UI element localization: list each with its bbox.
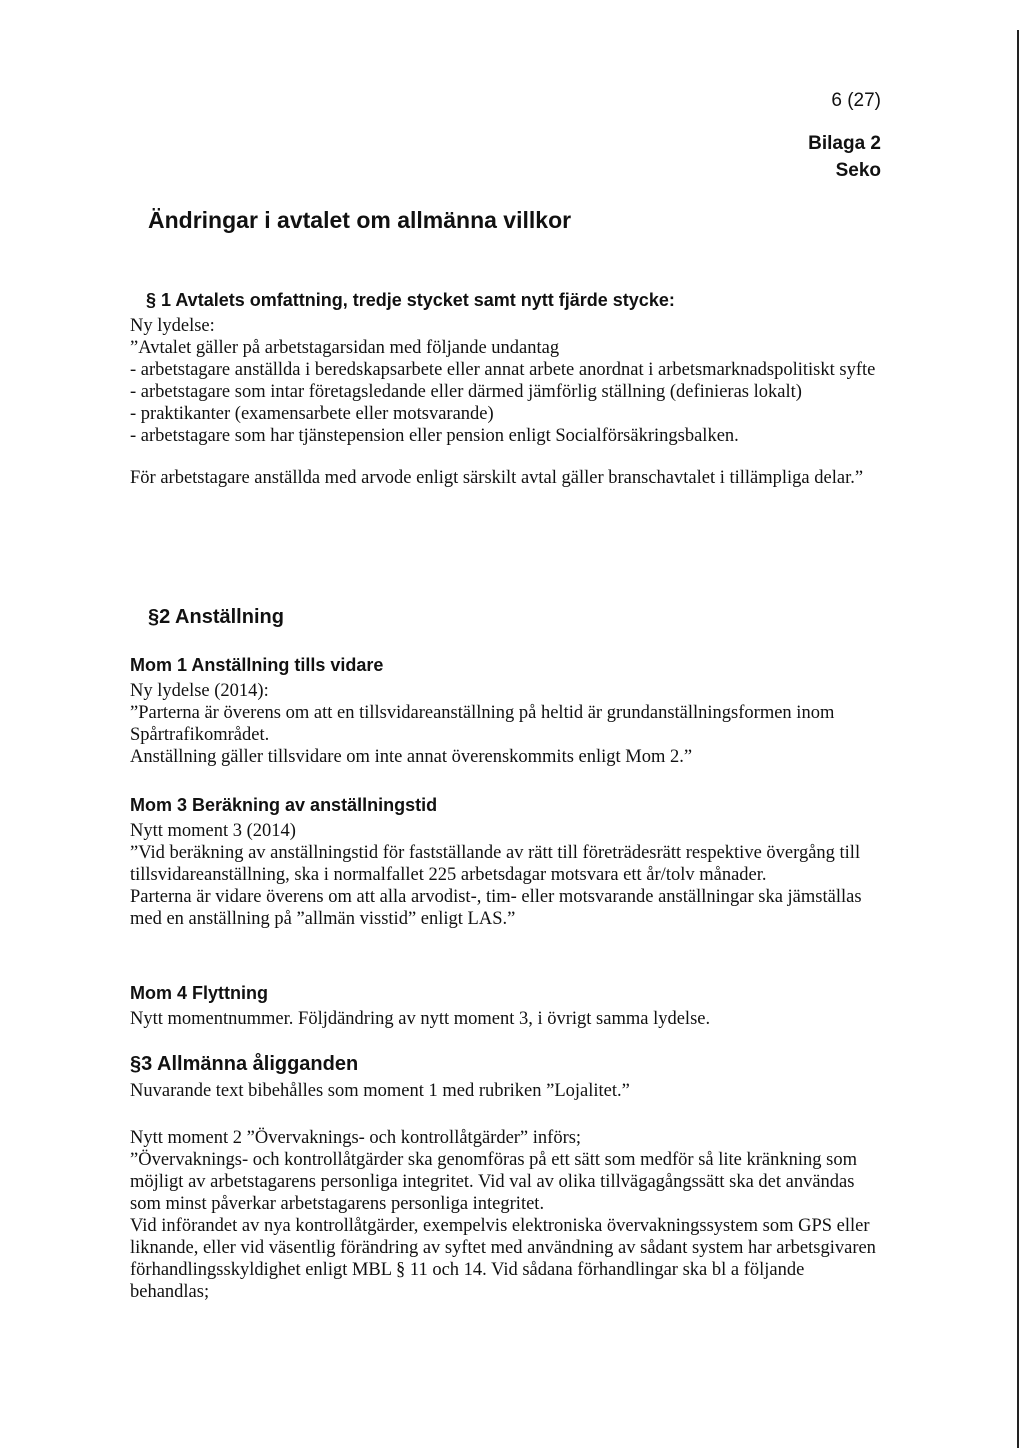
section-1-line: - arbetstagare som intar företagsledande eller därmed jämförlig ställning (definieras lokalt) [130, 382, 802, 402]
mom-3-line: Parterna är vidare överens om att alla arvodist-, tim- eller motsvarande anställningar ska jämställas med en anställning på ”allmän visstid” enligt LAS.” [130, 887, 862, 929]
organization-label: Seko [835, 160, 881, 181]
section-1-paragraph-2: För arbetstagare anställda med arvode enligt särskilt avtal gäller branschavtalet i tillämpliga delar.” [130, 468, 864, 488]
mom-1-line: Anställning gäller tillsvidare om inte annat överenskommits enligt Mom 2.” [130, 747, 693, 767]
section-2-mom-3 [130, 795, 880, 930]
section-2-mom-4 [130, 983, 880, 1030]
scan-edge-line [1017, 30, 1019, 1448]
mom-1-heading: Mom 1 Anställning tills vidare [130, 655, 384, 675]
section-3 [130, 1053, 880, 1102]
section-2-heading: §2 Anställning [148, 606, 284, 628]
section-3-line: Vid införandet av nya kontrollåtgärder, exempelvis elektroniska övervakningssystem som GPS eller liknande, eller vid väsentlig förändring av syftet med användning av sådant system har arbetsgivaren förhandlingsskyldighet enligt MBL § 11 och 14. Vid sådana förhandlingar ska bl a följande behandlas; [130, 1216, 876, 1302]
section-3-line-1: Nuvarande text bibehålles som moment 1 med rubriken ”Lojalitet.” [130, 1081, 630, 1101]
mom-4-heading: Mom 4 Flyttning [130, 983, 268, 1003]
section-1-line: - arbetstagare anställda i beredskapsarbete eller annat arbete anordnat i arbetsmarknadspolitiskt syfte [130, 360, 876, 380]
annex-label: Bilaga 2 [808, 133, 881, 154]
section-1-line: - praktikanter (examensarbete eller motsvarande) [130, 404, 494, 424]
mom-3-line: ”Vid beräkning av anställningstid för fastställande av rätt till företrädesrätt respektive övergång till tillsvidareanställning, ska i normalfallet 225 arbetsdagar motsvara ett år/tolv månader. [130, 843, 861, 885]
page-number: 6 (27) [831, 90, 881, 111]
mom-1-line: ”Parterna är överens om att en tillsvidareanställning på heltid är grundanställningsformen inom Spårtrafikområdet. [130, 703, 835, 745]
mom-3-line: Nytt moment 3 (2014) [130, 821, 296, 841]
section-3-line: ”Övervaknings- och kontrollåtgärder ska genomföras på ett sätt som medför så lite kränkning som möjligt av arbetstagarens personliga integritet. Vid val av olika tillvägagångssätt ska det användas som minst påverkar arbetstagarens personliga integritet. [130, 1150, 857, 1214]
section-1 [130, 290, 880, 489]
mom-1-line: Ny lydelse (2014): [130, 681, 269, 701]
section-2-mom-1 [130, 655, 880, 768]
document-title: Ändringar i avtalet om allmänna villkor [148, 207, 572, 233]
section-3-moment-2 [130, 1127, 880, 1303]
mom-3-heading: Mom 3 Beräkning av anställningstid [130, 795, 438, 815]
section-3-line: Nytt moment 2 ”Övervaknings- och kontrollåtgärder” införs; [130, 1128, 582, 1148]
section-3-heading: §3 Allmänna åligganden [130, 1053, 359, 1075]
section-1-line: - arbetstagare som har tjänstepension eller pension enligt Socialförsäkringsbalken. [130, 426, 739, 446]
section-1-line: ”Avtalet gäller på arbetstagarsidan med följande undantag [130, 338, 560, 358]
mom-4-line: Nytt momentnummer. Följdändring av nytt moment 3, i övrigt samma lydelse. [130, 1009, 711, 1029]
section-1-line: Ny lydelse: [130, 316, 215, 336]
section-2 [148, 606, 898, 633]
section-1-heading: § 1 Avtalets omfattning, tredje stycket samt nytt fjärde stycke: [146, 290, 675, 310]
